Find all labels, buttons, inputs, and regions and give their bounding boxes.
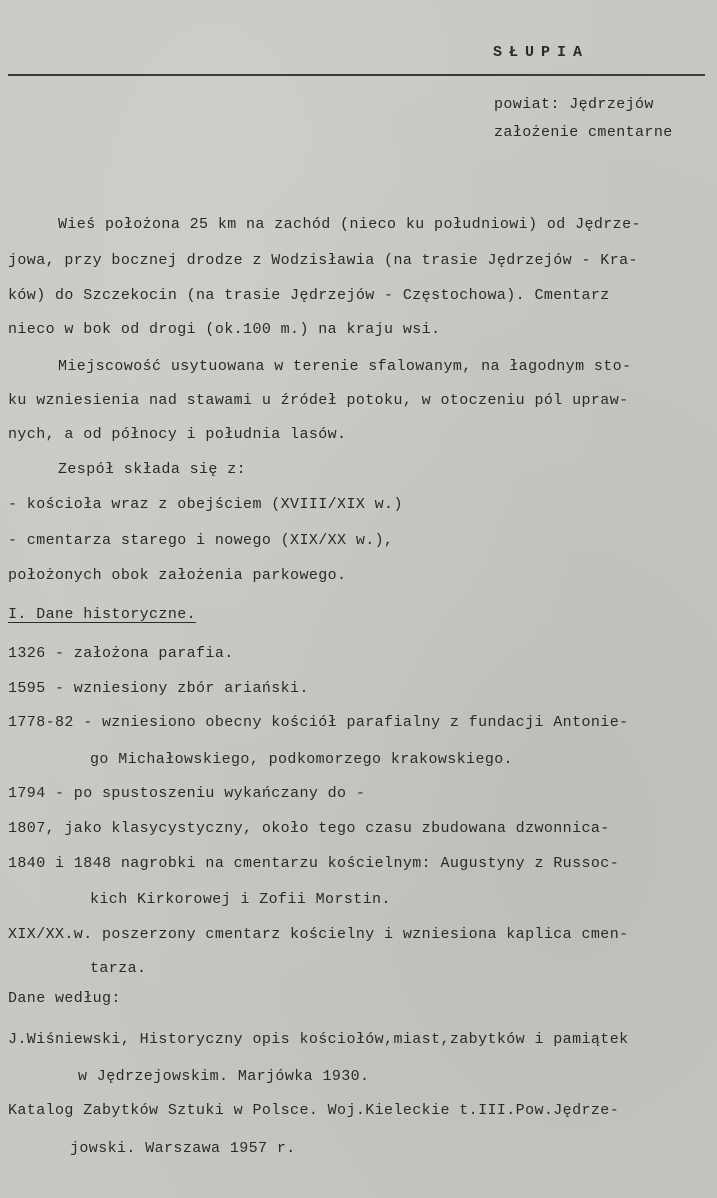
desc-p2-line-3: nych, a od północy i południa lasów. bbox=[8, 426, 347, 443]
header-rule bbox=[8, 74, 705, 76]
desc-p3-line-3: - cmentarza starego i nowego (XIX/XX w.), bbox=[8, 532, 394, 549]
history-line-9: XIX/XX.w. poszerzony cmentarz kościelny i wzniesiona kaplica cmen- bbox=[8, 926, 629, 943]
history-line-5: 1794 - po spustoszeniu wykańczany do - bbox=[8, 785, 366, 802]
sources-line-3: w Jędrzejowskim. Marjówka 1930. bbox=[78, 1068, 370, 1085]
desc-p2-line-1: Miejscowość usytuowana w terenie sfalowanym, na łagodnym sto- bbox=[58, 358, 632, 375]
desc-p1-line-4: nieco w bok od drogi (ok.100 m.) na kraju wsi. bbox=[8, 321, 441, 338]
sources-line-5: jowski. Warszawa 1957 r. bbox=[70, 1140, 296, 1157]
desc-p1-line-3: ków) do Szczekocin (na trasie Jędrzejów - Częstochowa). Cmentarz bbox=[8, 287, 610, 304]
desc-p1-line-2: jowa, przy bocznej drodze z Wodzisławia (na trasie Jędrzejów - Kra- bbox=[8, 252, 638, 269]
desc-p2-line-2: ku wzniesienia nad stawami u źródeł potoku, w otoczeniu pól upraw- bbox=[8, 392, 629, 409]
zalozenie-label: założenie cmentarne bbox=[494, 124, 673, 141]
history-line-6: 1807, jako klasycystyczny, około tego czasu zbudowana dzwonnica- bbox=[8, 820, 610, 837]
powiat-label: powiat: Jędrzejów bbox=[494, 96, 654, 113]
sources-line-1: Dane według: bbox=[8, 990, 121, 1007]
desc-p3-line-4: położonych obok założenia parkowego. bbox=[8, 567, 347, 584]
history-line-3: 1778-82 - wzniesiono obecny kościół parafialny z fundacji Antonie- bbox=[8, 714, 629, 731]
sources-line-2: J.Wiśniewski, Historyczny opis kościołów,miast,zabytków i pamiątek bbox=[8, 1031, 629, 1048]
sources-line-4: Katalog Zabytków Sztuki w Polsce. Woj.Kieleckie t.III.Pow.Jędrze- bbox=[8, 1102, 620, 1119]
history-line-10: tarza. bbox=[90, 960, 147, 977]
desc-p3-line-1: Zespół składa się z: bbox=[58, 461, 247, 478]
history-line-1: 1326 - założona parafia. bbox=[8, 645, 234, 662]
history-line-7: 1840 i 1848 nagrobki na cmentarzu kościelnym: Augustyny z Russoc- bbox=[8, 855, 620, 872]
history-line-2: 1595 - wzniesiony zbór ariański. bbox=[8, 680, 309, 697]
page-title: SŁUPIA bbox=[493, 44, 590, 61]
desc-p1-line-1: Wieś położona 25 km na zachód (nieco ku południowi) od Jędrze- bbox=[58, 216, 641, 233]
history-line-4: go Michałowskiego, podkomorzego krakowskiego. bbox=[90, 751, 514, 768]
history-line-8: kich Kirkorowej i Zofii Morstin. bbox=[90, 891, 391, 908]
history-heading: I. Dane historyczne. bbox=[8, 606, 197, 623]
desc-p3-line-2: - kościoła wraz z obejściem (XVIII/XIX w.) bbox=[8, 496, 403, 513]
